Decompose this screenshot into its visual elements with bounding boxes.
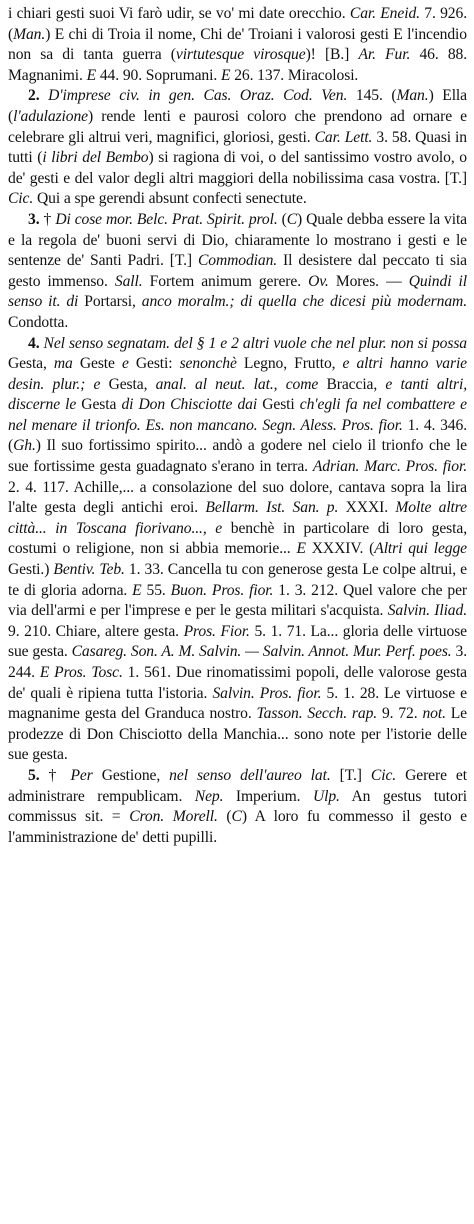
entry-text: ) A loro fu commesso il gesto e l'amministrazione de' detti pupilli. — [8, 808, 467, 846]
citation-text: Adrian. Marc. Pros. fior. — [312, 458, 467, 476]
entry-text: Legno, Frutto, — [236, 355, 343, 373]
citation-text: Man. — [396, 87, 429, 105]
citation-text: ma — [53, 355, 73, 373]
citation-text: Salvin. Pros. fior. — [212, 684, 322, 702]
citation-text: Pros. Fior. — [183, 622, 250, 640]
citation-text: anal. al neut. lat., come — [155, 375, 319, 393]
entry-text: † — [39, 210, 56, 228]
entry-text: Gesta, — [8, 355, 54, 373]
entry-text: Geste — [72, 355, 122, 373]
citation-text: Cic. — [8, 190, 34, 208]
entry-number: 2. — [28, 87, 40, 105]
citation-text: nel senso dell'aureo lat. — [169, 766, 331, 784]
citation-text: Tasson. Secch. rap. — [256, 705, 378, 723]
entry-text: Il desistere dal peccato ti sia gesto immenso. — [8, 252, 468, 290]
entry-text: ) rende lenti e paurosi coloro che prendono ad ornare e celebrare gli altrui veri, magnifici, gloriosi, gesti. — [8, 107, 467, 146]
entry-text: 44. 90. Soprumani. — [96, 66, 221, 84]
citation-text: l'adulazione — [13, 107, 88, 125]
citation-text: Altri qui legge — [374, 540, 467, 558]
entry-text: Gesta — [76, 396, 122, 414]
entry-text: Gesti — [128, 355, 169, 373]
citation-text: E — [296, 540, 306, 558]
entry-text: benchè in particolare di loro gesta, costumi o religione, non si abbia memorie... — [8, 519, 468, 558]
citation-text: Per — [70, 766, 93, 784]
entry-text: XXXI. — [338, 499, 396, 517]
citation-text: Nel senso segnatam. del § 1 e 2 altri vuole che nel plur. non si possa — [39, 334, 467, 352]
citation-text: e — [121, 355, 129, 373]
citation-text: ch'egli fa nel combattere e nel menare il trionfo. Es. non mancano. Segn. Aless. Pros. fior. — [8, 396, 467, 434]
citation-text: i libri del Bembo — [42, 149, 149, 167]
entry-text: Gesta, — [100, 375, 156, 393]
dictionary-entry — [8, 210, 467, 334]
entry-text: 9. 72. — [377, 705, 423, 723]
entry-text: ) E chi di Troia il nome, Chi de' Troiani i valorosi gesti E l'incendio non sa di tanta guerra ( — [8, 25, 467, 64]
entry-text: 3. 244. — [8, 643, 467, 681]
entry-text: 1. 561. Due rinomatissimi popoli, delle valorose gesta de' quali è ripiena tutta l'istoria. — [8, 664, 467, 702]
citation-text: di Don Chisciotte dai — [121, 396, 258, 414]
citation-text: D'imprese civ. in gen. Cas. Oraz. Cod. Ven. — [39, 87, 348, 105]
entry-text: Imperium. — [223, 787, 313, 805]
citation-text: Commodian. — [197, 252, 278, 270]
entry-text: Braccia, — [318, 375, 386, 393]
entry-text: Gesti.) — [8, 561, 54, 579]
entry-text: 2. 4. 117. Achille,... a consolazione del suo dolore, cantava sopra la lira l'alte gesta degli antichi eroi. — [8, 478, 467, 517]
citation-text: E Pros. Tosc. — [39, 664, 123, 681]
citation-text: Car. Eneid. — [349, 5, 420, 22]
citation-text: Salvin. Iliad. — [387, 602, 467, 620]
entry-text: ( — [217, 808, 232, 826]
entry-text: ) Ella ( — [8, 87, 467, 125]
citation-text: E — [220, 66, 231, 84]
entry-text: Le prodezze di Don Chisciotto della Manchia... sono note per l'istorie delle sue gesta. — [8, 705, 468, 764]
citation-text: Gh. — [13, 437, 36, 455]
citation-text: Buon. Pros. fior. — [170, 581, 274, 599]
entry-text: ) si ragiona di voi, o del santissimo vostro avolo, o de' gesti e del valor degli altri maggiori della nobilissima casa vostra. [T.] — [8, 149, 467, 187]
entry-text: i chiari gesti suoi Vi farò udir, se vo' mi date orecchio. — [8, 5, 350, 22]
citation-text: Cron. Morell. — [129, 808, 218, 826]
entry-number: 4. — [28, 334, 40, 352]
entry-text: : — [168, 355, 180, 373]
entry-text: Fortem animum gerere. — [142, 272, 309, 290]
citation-text: Man. — [13, 25, 46, 43]
entry-text: 1. 3. 212. Quel valore che per via dell'armi e per l'imprese e per le gesta militari s'acquista. — [8, 581, 467, 620]
entry-text: Qui a spe gerendi absunt confecti senectute. — [33, 190, 307, 208]
entry-text: [T.] — [330, 766, 371, 784]
entry-text: † — [39, 766, 71, 784]
citation-text: senonchè — [179, 355, 237, 373]
entry-text: 5. 1. 71. La... gloria delle virtuose sue gesta. — [8, 622, 467, 661]
entry-text: Mores. — — [328, 272, 409, 290]
dictionary-entry — [8, 334, 467, 766]
citation-text: Ulp. — [312, 787, 340, 805]
entry-text: 1. 33. Cancella tu con generose gesta Le colpe altrui, e te di gloria adorna. — [8, 561, 467, 599]
entry-text: ) Quale debba essere la vita e la regola de' buoni servi di Dio, chiaramente lo mostrano i gesti e le sentenze de' Santi Padri. [T.] — [8, 210, 467, 270]
citation-text: Sall. — [114, 272, 143, 290]
entry-text: Condotta. — [8, 313, 69, 331]
citation-text: not. — [422, 705, 446, 723]
dictionary-entry — [8, 86, 467, 210]
citation-text: e altri hanno varie desin. plur.; e — [8, 355, 468, 393]
entry-text: Portarsi, — [78, 293, 142, 311]
citation-text: Car. Lett. — [314, 128, 373, 146]
citation-text: Ar. Fur. — [358, 46, 411, 64]
entry-text: Gerere et administrare rempublicam. — [8, 766, 467, 805]
citation-text: Bellarm. Ist. San. p. — [205, 499, 339, 517]
citation-text: Bentiv. Teb. — [53, 561, 125, 579]
citation-text: Ov. — [308, 272, 329, 290]
entry-text: 3. 58. Quasi in tutti ( — [8, 128, 467, 167]
entry-text: 46. 88. Magnanimi. — [8, 46, 468, 84]
entry-text: 1. 4. 346. ( — [8, 416, 468, 455]
entry-text: 145. ( — [347, 87, 397, 105]
citation-text: Nep. — [194, 787, 224, 805]
entry-text: 5. 1. 28. Le virtuose e magnanime gesta del Granduca nostro. — [8, 684, 467, 723]
entry-number: 5. — [28, 766, 40, 784]
entry-text: )! [B.] — [305, 46, 359, 64]
citation-text: E — [132, 581, 142, 599]
citation-text: e tanti altri, discerne le — [8, 375, 468, 414]
entry-text: 7. 926. ( — [8, 5, 467, 43]
entry-text: ( — [277, 210, 287, 228]
citation-text: Cic. — [370, 766, 397, 784]
dictionary-entry — [8, 4, 467, 86]
citation-text: C — [231, 808, 242, 826]
entry-text: An gestus tutori commissus sit. = — [8, 787, 467, 826]
entry-number: 3. — [28, 210, 40, 228]
citation-text: Di cose mor. Belc. Prat. Spirit. prol. — [55, 210, 278, 228]
citation-text: C — [286, 210, 298, 228]
entry-text: Gesti — [257, 396, 300, 414]
citation-text: Molte altre città... in Toscana fiorivano..., e — [8, 499, 467, 537]
dictionary-entry — [8, 766, 467, 848]
citation-text: Casareg. Son. A. M. Salvin. — Salvin. Annot. Mur. Perf. poes. — [71, 643, 452, 661]
entry-text: 55. — [141, 581, 171, 599]
entry-text: XXXIV. ( — [305, 540, 375, 558]
entry-text: ) Il suo fortissimo spirito... andò a godere nel cielo il trionfo che le sue fortissime gesta guadagnato s'erano in terra. — [8, 437, 467, 476]
entry-text: Gestione, — [92, 766, 170, 784]
citation-text: E — [86, 66, 97, 84]
citation-text: anco moralm.; di quella che dicesi più modernam. — [141, 293, 467, 311]
citation-text: Quindi il senso it. di — [8, 272, 467, 311]
dictionary-entries — [8, 4, 467, 848]
entry-text: 9. 210. Chiare, altere gesta. — [8, 622, 184, 640]
citation-text: virtutesque virosque — [175, 46, 306, 64]
entry-text: 26. 137. Miracolosi. — [230, 66, 359, 84]
